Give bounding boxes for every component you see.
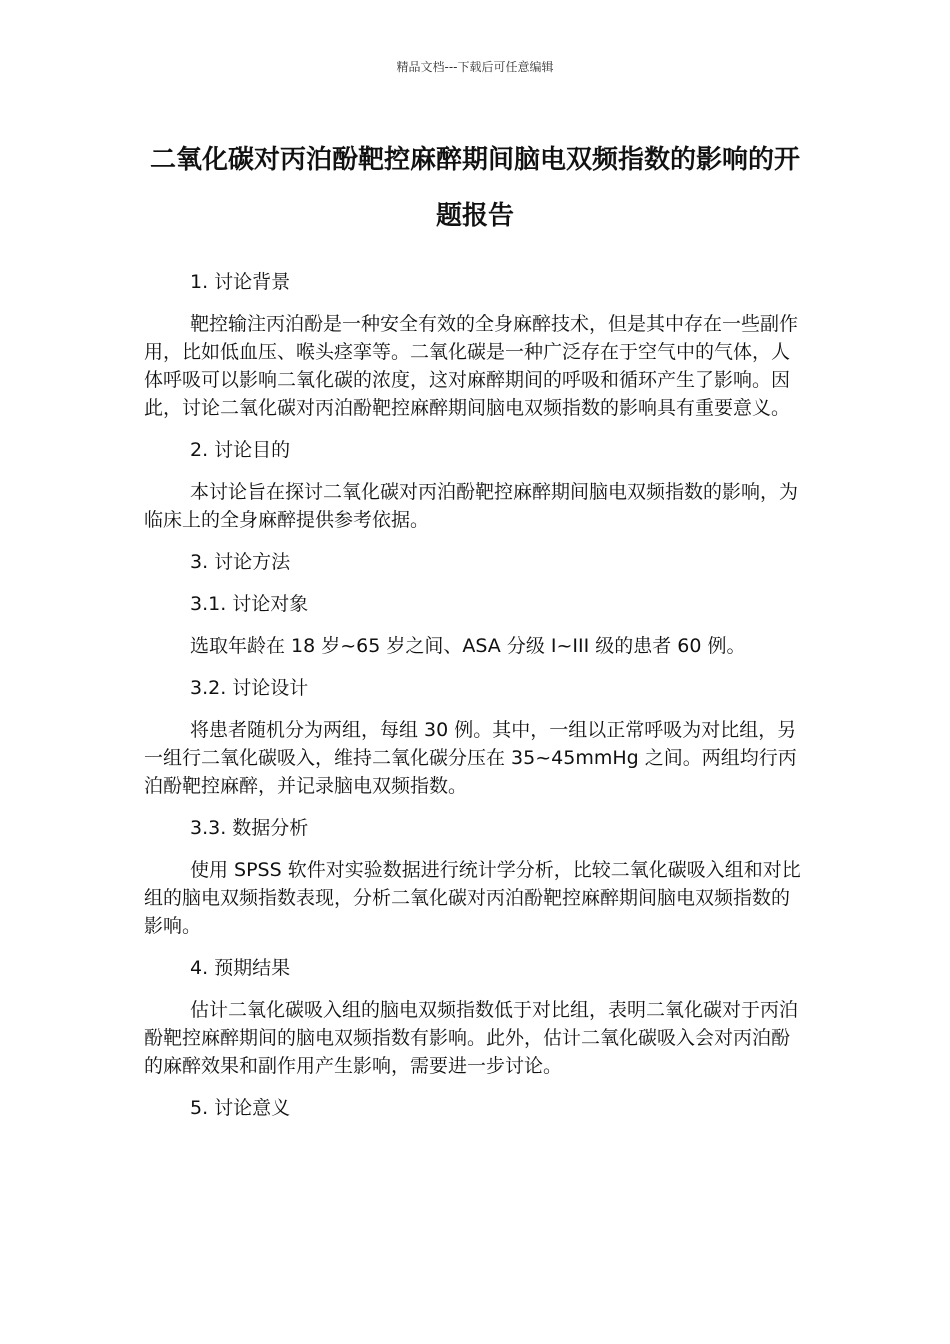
document-title: 二氧化碳对丙泊酚靶控麻醉期间脑电双频指数的影响的开题报告 (149, 145, 800, 231)
subsection-heading-analysis: 3.3. 数据分析 (190, 817, 309, 839)
section-heading-methods: 3. 讨论方法 (190, 551, 291, 573)
section-paragraph-purpose: 本讨论旨在探讨二氧化碳对丙泊酚靶控麻醉期间脑电双频指数的影响，为临床上的全身麻醉提供参考依据。 (144, 481, 799, 531)
section-heading-background: 1. 讨论背景 (190, 271, 291, 293)
subsection-paragraph-analysis: 使用 SPSS 软件对实验数据进行统计学分析，比较二氧化碳吸入组和对比组的脑电双频指数表现，分析二氧化碳对丙泊酚靶控麻醉期间脑电双频指数的影响。 (144, 859, 801, 937)
subsection-heading-design: 3.2. 讨论设计 (190, 677, 309, 699)
section-paragraph-expected-results: 估计二氧化碳吸入组的脑电双频指数低于对比组，表明二氧化碳对于丙泊酚靶控麻醉期间的脑电双频指数有影响。此外，估计二氧化碳吸入会对丙泊酚的麻醉效果和副作用产生影响，需要进一步讨论。 (144, 999, 799, 1077)
subsection-paragraph-subjects: 选取年龄在 18 岁~65 岁之间、ASA 分级 I~III 级的患者 60 例。 (190, 635, 746, 657)
document-body (144, 268, 808, 1136)
section-heading-expected-results: 4. 预期结果 (190, 957, 291, 979)
section-paragraph-background: 靶控输注丙泊酚是一种安全有效的全身麻醉技术，但是其中存在一些副作用，比如低血压、喉头痉挛等。二氧化碳是一种广泛存在于空气中的气体，人体呼吸可以影响二氧化碳的浓度，这对麻醉期间的呼吸和循环产生了影响。因此，讨论二氧化碳对丙泊酚靶控麻醉期间脑电双频指数的影响具有重要意义。 (144, 313, 799, 419)
page-header-note: 精品文档---下载后可任意编辑 (396, 60, 554, 74)
subsection-heading-subjects: 3.1. 讨论对象 (190, 593, 309, 615)
subsection-paragraph-design: 将患者随机分为两组，每组 30 例。其中，一组以正常呼吸为对比组，另一组行二氧化碳吸入，维持二氧化碳分压在 35~45mmHg 之间。两组均行丙泊酚靶控麻醉，并记录脑电双频指数。 (144, 719, 797, 797)
section-heading-significance: 5. 讨论意义 (190, 1097, 291, 1119)
section-heading-purpose: 2. 讨论目的 (190, 439, 291, 461)
